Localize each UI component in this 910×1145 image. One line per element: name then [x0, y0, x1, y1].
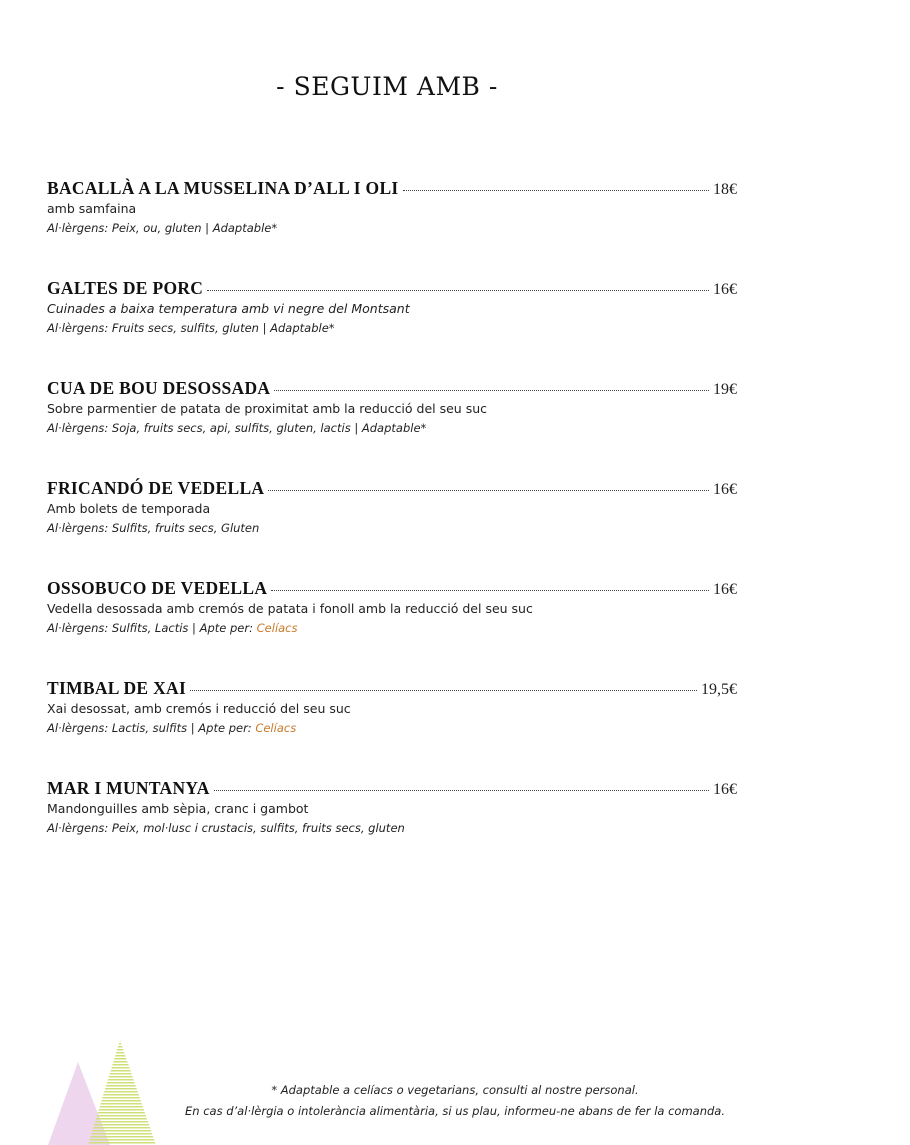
dish-description: amb samfaina: [47, 201, 137, 216]
menu-item-header: [47, 378, 737, 400]
dish-allergens: [47, 521, 737, 535]
allergens-text: Al·lèrgens: Fruits secs, sulfits, gluten |: [47, 321, 271, 335]
suitable-for-label: Celíacs: [256, 621, 298, 635]
dish-description: Amb bolets de temporada: [47, 501, 211, 516]
dish-name: MAR I MUNTANYA: [47, 778, 210, 798]
menu-item-header: [47, 478, 737, 500]
menu-item-header: [47, 678, 737, 700]
dish-description: Vedella desossada amb cremós de patata i fonoll amb la reducció del seu suc: [47, 601, 533, 616]
footer-note-adaptable: * Adaptable a celíacs o vegetarians, consulti al nostre personal.: [271, 1083, 639, 1097]
allergens-text: Al·lèrgens: Sulfits, Lactis |: [47, 621, 200, 635]
dot-leader: [274, 389, 709, 391]
dish-price: 19,5€: [701, 681, 737, 698]
dish-allergens: [47, 721, 737, 735]
dot-leader: [268, 489, 709, 491]
dish-name: TIMBAL DE XAI: [47, 678, 187, 698]
decorative-triangles-icon: [48, 1040, 158, 1145]
dish-tag: Apte per:: [198, 721, 256, 735]
dish-price: 16€: [713, 581, 737, 598]
dish-tag: Adaptable*: [270, 321, 335, 335]
dish-name: FRICANDÓ DE VEDELLA: [47, 478, 265, 498]
suitable-for-label: Celíacs: [255, 721, 297, 735]
menu-item-header: [47, 278, 737, 300]
dish-price: 18€: [713, 181, 737, 198]
dish-allergens: [47, 221, 737, 235]
allergens-text: Al·lèrgens: Soja, fruits secs, api, sulfits, gluten, lactis |: [47, 421, 362, 435]
dish-description: Xai desossat, amb cremós i reducció del seu suc: [47, 701, 351, 716]
dish-allergens: [47, 321, 737, 335]
menu-item: [47, 578, 737, 635]
dish-name: OSSOBUCO DE VEDELLA: [47, 578, 268, 598]
dot-leader: [207, 289, 709, 291]
menu-item-header: [47, 178, 737, 200]
allergens-text: Al·lèrgens: Peix, mol·lusc i crustacis, sulfits, fruits secs, gluten: [47, 821, 405, 835]
dish-tag: Apte per:: [199, 621, 257, 635]
page-title: - SEGUIM AMB -: [276, 72, 498, 101]
menu-item-header: [47, 578, 737, 600]
dish-price: 16€: [713, 481, 737, 498]
dot-leader: [214, 789, 709, 791]
dish-price: 16€: [713, 281, 737, 298]
dish-price: 16€: [713, 781, 737, 798]
dish-description: Cuinades a baixa temperatura amb vi negre del Montsant: [47, 301, 410, 316]
menu-item: [47, 378, 737, 435]
dish-tag: Adaptable*: [212, 221, 278, 235]
menu-item: [47, 178, 737, 235]
dot-leader: [190, 689, 697, 691]
menu-item: [47, 778, 737, 835]
dish-allergens: [47, 821, 737, 835]
allergens-text: Al·lèrgens: Sulfits, fruits secs, Gluten: [47, 521, 260, 535]
allergens-text: Al·lèrgens: Lactis, sulfits |: [47, 721, 199, 735]
dot-leader: [403, 189, 709, 191]
menu-item: [47, 278, 737, 335]
dish-name: BACALLÀ A LA MUSSELINA D’ALL I OLI: [47, 178, 399, 198]
allergens-text: Al·lèrgens: Peix, ou, gluten |: [47, 221, 213, 235]
dish-description: Mandonguilles amb sèpia, cranc i gambot: [47, 801, 309, 816]
footer-note-allergy: En cas d’al·lèrgia o intolerància alimentària, si us plau, informeu-ne abans de fer la comanda.: [184, 1104, 725, 1118]
dish-allergens: [47, 421, 737, 435]
dot-leader: [271, 589, 709, 591]
menu-item: [47, 678, 737, 735]
dish-price: 19€: [713, 381, 737, 398]
dish-allergens: [47, 621, 737, 635]
dish-name: CUA DE BOU DESOSSADA: [47, 378, 271, 398]
menu-item: [47, 478, 737, 535]
dish-tag: Adaptable*: [361, 421, 427, 435]
dish-description: Sobre parmentier de patata de proximitat amb la reducció del seu suc: [47, 401, 488, 416]
dish-name: GALTES DE PORC: [47, 278, 204, 298]
menu-item-header: [47, 778, 737, 800]
